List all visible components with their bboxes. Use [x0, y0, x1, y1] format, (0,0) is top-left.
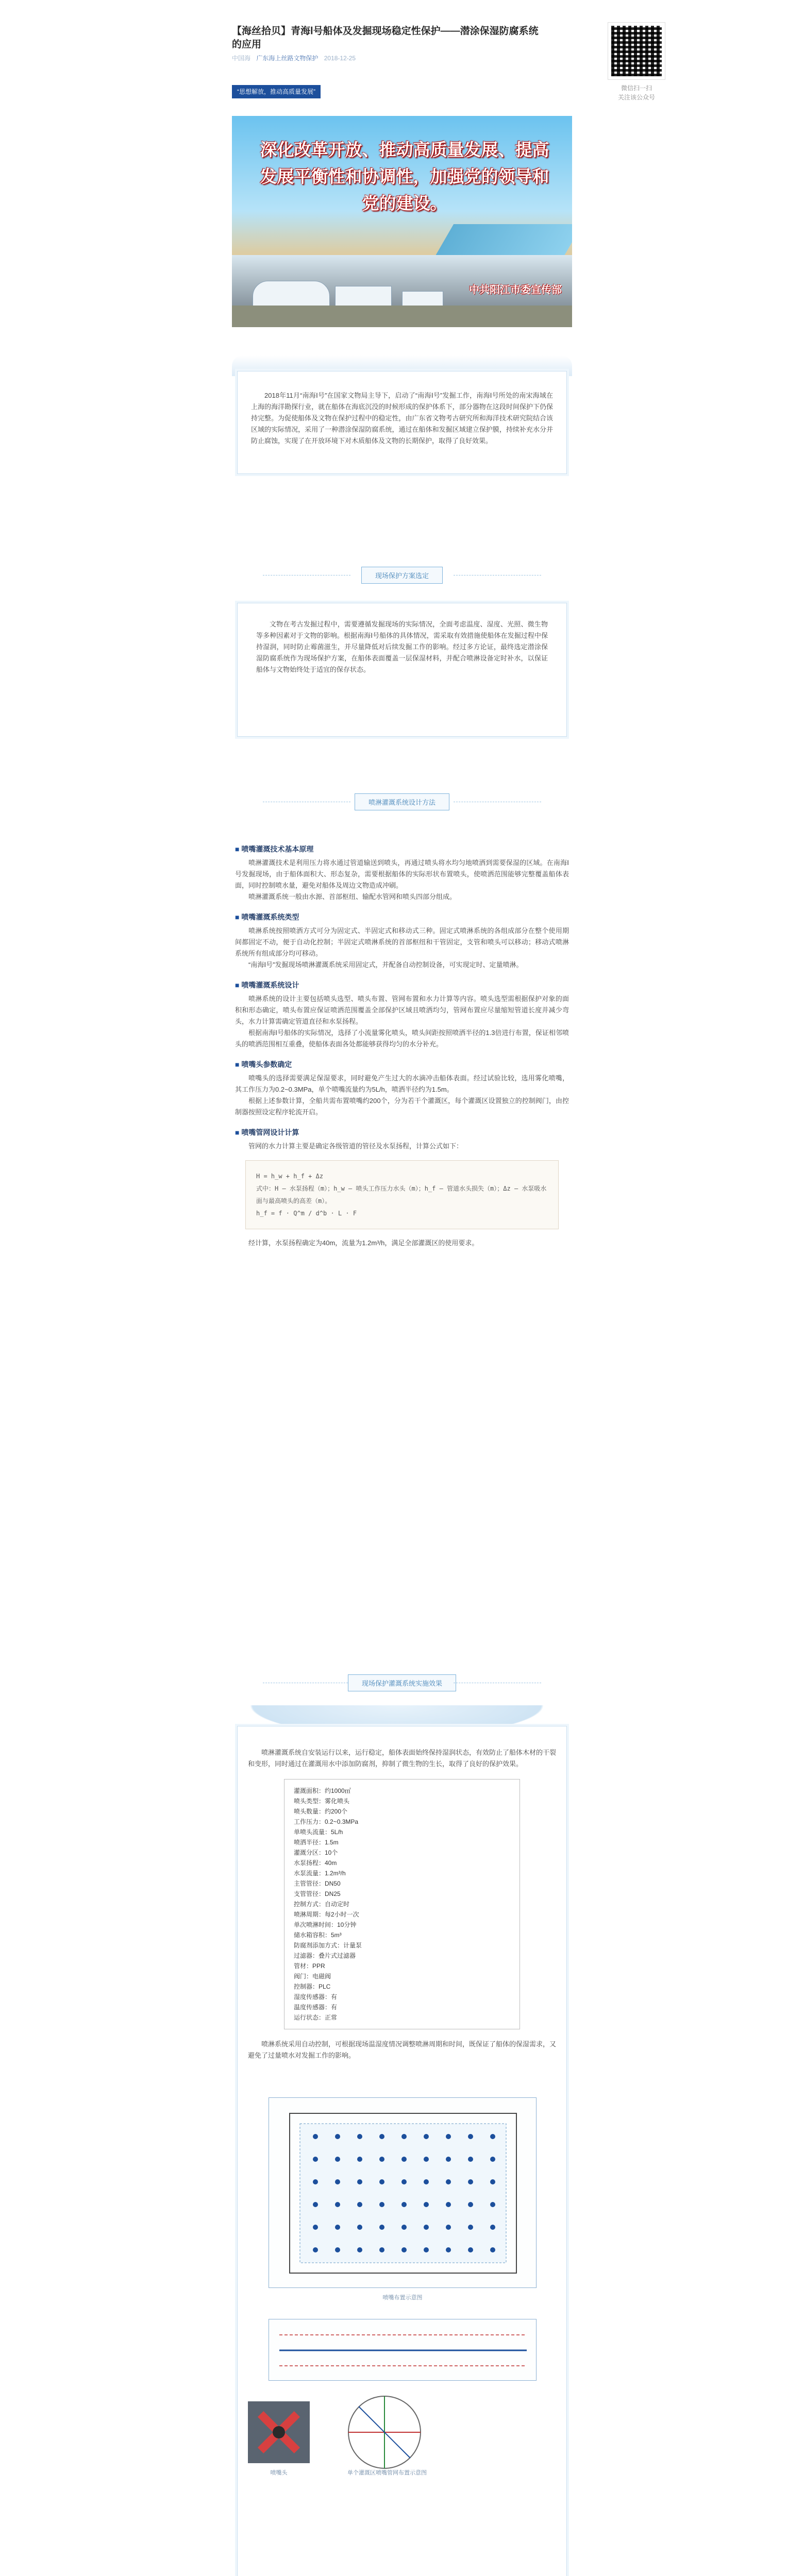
nozzle-marker: [313, 2134, 318, 2139]
parameter-item: 阀门：电磁阀: [294, 1973, 331, 1980]
parameter-item: 喷头数量：约200个: [294, 1808, 348, 1815]
nozzle-marker: [446, 2157, 451, 2162]
parameter-item: 喷头类型：雾化喷头: [294, 1798, 350, 1805]
nozzle-marker: [424, 2225, 429, 2230]
section-3-paragraph: 喷淋灌溉系统自安装运行以来，运行稳定，船体表面始终保持湿润状态，有效防止了船体木材的干裂和变形，同时通过在灌溉用水中添加防腐剂，抑制了微生物的生长，取得了良好的保护效果。: [248, 1749, 557, 1768]
nozzle-marker: [335, 2247, 340, 2252]
nozzle-marker: [335, 2134, 340, 2139]
article-meta: [232, 54, 360, 62]
parameter-list: [284, 1779, 520, 2029]
hero-poster: [232, 116, 572, 327]
parameter-item: 喷洒半径：1.5m: [294, 1839, 339, 1846]
caption-nozzle: 喷嘴头: [270, 2470, 288, 2476]
nozzle-marker: [401, 2179, 407, 2184]
nozzle-marker: [357, 2202, 362, 2207]
nozzle-marker: [379, 2225, 384, 2230]
section-2-heading-5: ■ 喷嘴管网设计计算: [235, 1127, 569, 1138]
section-3-paragraph-2: 喷淋系统采用自动控制，可根据现场温湿度情况调整喷淋周期和时间，既保证了船体的保湿需求，又避免了过量喷水对发掘工作的影响。: [248, 2040, 557, 2059]
nozzle-marker: [468, 2157, 473, 2162]
nozzle-marker: [490, 2179, 495, 2184]
section-2-p4: “南海Ⅰ号”发掘现场喷淋灌溉系统采用固定式，并配备自动控制设备，可实现定时、定量喷淋。: [248, 961, 523, 969]
parameter-item: 主管管径：DN50: [294, 1880, 341, 1887]
parameter-item: 储水箱容积：5m³: [294, 1931, 342, 1939]
article-date: 2018-12-25: [324, 55, 356, 62]
nozzle-marker: [424, 2179, 429, 2184]
nozzle-marker: [490, 2157, 495, 2162]
formula-box: [245, 1160, 559, 1229]
nozzle-marker: [379, 2247, 384, 2252]
nozzle-marker: [446, 2247, 451, 2252]
section-2-heading-1: ■ 喷嘴灌溉技术基本原理: [235, 844, 569, 854]
nozzle-marker: [490, 2202, 495, 2207]
nozzle-marker: [401, 2247, 407, 2252]
parameter-item: 控制方式：自动定时: [294, 1901, 350, 1908]
formula-1: H = h_w + h_f + Δz: [256, 1173, 324, 1180]
parameter-item: 防腐剂添加方式：计量泵: [294, 1942, 362, 1949]
nozzle-marker: [468, 2179, 473, 2184]
nozzle-marker: [446, 2202, 451, 2207]
section-2-p8: 根据上述参数计算，全船共需布置喷嘴约200个，分为若干个灌溉区，每个灌溉区设置独立的控制阀门，由控制器按照设定程序轮流开启。: [235, 1097, 569, 1116]
section-2-p3: 喷淋系统按照喷洒方式可分为固定式、半固定式和移动式三种。固定式喷淋系统的各组成部分在整个使用期间都固定不动，便于自动化控制；半固定式喷淋系统的首部枢纽和干管固定，支管和喷头可以移动；移动式喷淋系统所有组成部分均可移动。: [235, 927, 569, 957]
section-1-title: 现场保护方案选定: [361, 567, 443, 584]
section-2-heading-2: ■ 喷嘴灌溉系统类型: [235, 912, 569, 922]
article-source-link[interactable]: 广东海上丝路文物保护: [256, 55, 319, 62]
nozzle-marker: [379, 2202, 384, 2207]
parameter-item: 水泵扬程：40m: [294, 1859, 337, 1867]
nozzle-marker: [424, 2134, 429, 2139]
nozzle-marker: [357, 2179, 362, 2184]
qr-code-icon[interactable]: [608, 23, 665, 79]
section-3-card: [237, 1726, 567, 2576]
nozzle-marker: [490, 2247, 495, 2252]
nozzle-marker: [468, 2225, 473, 2230]
parameter-item: 单次喷淋时间：10分钟: [294, 1921, 357, 1928]
qr-follow-panel: [598, 15, 675, 118]
nozzle-marker: [379, 2179, 384, 2184]
nozzle-marker: [446, 2225, 451, 2230]
banner-tag: “思想解放，推动高质量发展”: [232, 85, 321, 98]
nozzle-marker: [357, 2134, 362, 2139]
spray-circle-diagram: [341, 2391, 428, 2473]
nozzle-marker: [313, 2247, 318, 2252]
nozzle-marker: [446, 2134, 451, 2139]
nozzle-marker: [424, 2247, 429, 2252]
nozzle-marker: [468, 2134, 473, 2139]
nozzle-marker: [401, 2202, 407, 2207]
section-2-p7: 喷嘴头的选择需要满足保湿要求，同时避免产生过大的水滴冲击船体表面。经过试验比较，选用雾化喷嘴，其工作压力为0.2~0.3MPa，单个喷嘴流量约为5L/h，喷洒半径约为1.5m。: [235, 1074, 569, 1093]
formula-2: 式中：H — 水泵扬程（m）；h_w — 喷头工作压力水头（m）；h_f — 管道水头损失（m）；Δz — 水泵吸水面与最高喷头的高差（m）。: [256, 1185, 547, 1205]
parameter-item: 管材：PPR: [294, 1962, 325, 1970]
section-3-title: 现场保护灌溉系统实施效果: [348, 1674, 456, 1691]
parameter-item: 单喷头流量：5L/h: [294, 1828, 343, 1836]
qr-caption-2: 关注该公众号: [617, 94, 655, 101]
nozzle-marker: [313, 2157, 318, 2162]
spray-circle-svg: [341, 2391, 428, 2473]
nozzle-marker: [401, 2157, 407, 2162]
intro-card: [237, 371, 567, 474]
nozzle-marker: [468, 2247, 473, 2252]
parameter-item: 支管管径：DN25: [294, 1890, 341, 1897]
hero-slogan: 深化改革开放、推动高质量发展、提高发展平衡性和协调性，加强党的领导和党的建设。: [260, 140, 549, 213]
nozzle-marker: [335, 2157, 340, 2162]
nozzle-marker: [313, 2179, 318, 2184]
nozzle-marker: [490, 2134, 495, 2139]
section-1-header: [232, 567, 572, 584]
pipe-network-strip: [269, 2319, 537, 2381]
hero-signature: 中共阳江市委宣传部: [469, 284, 562, 296]
nozzle-marker: [357, 2157, 362, 2162]
formula-3: h_f = f · Q^m / d^b · L · F: [256, 1210, 357, 1217]
parameter-item: 灌溉面积：约1000㎡: [294, 1787, 351, 1794]
nozzle-photo: [248, 2401, 310, 2463]
nozzle-marker: [335, 2225, 340, 2230]
parameter-item: 控制器：PLC: [294, 1983, 331, 1990]
nozzle-marker: [313, 2225, 318, 2230]
parameter-item: 温度传感器：有: [294, 2004, 338, 2011]
nozzle-marker: [335, 2202, 340, 2207]
section-2-p2: 喷淋灌溉系统一般由水源、首部枢纽、输配水管网和喷头四部分组成。: [248, 893, 457, 901]
nozzle-marker: [313, 2202, 318, 2207]
section-2-p5: 喷淋系统的设计主要包括喷头选型、喷头布置、管网布置和水力计算等内容。喷头选型需根据保护对象的面积和形态确定，喷头布置应保证喷洒范围覆盖全部保护区域且喷洒均匀，管网布置应尽量缩短管道长度并减少弯头，水力计算需确定管道直径和水泵扬程。: [235, 995, 569, 1025]
section-2-p10: 经计算，水泵扬程确定为40m，流量为1.2m³/h，满足全部灌溉区的使用要求。: [248, 1239, 479, 1247]
article-page: [232, 0, 655, 2576]
article-author: 中国海: [232, 55, 251, 62]
parameter-item: 湿度传感器：有: [294, 1993, 338, 2001]
nozzle-marker: [468, 2202, 473, 2207]
nozzle-marker: [379, 2134, 384, 2139]
parameter-item: 喷淋周期：每2小时一次: [294, 1911, 359, 1918]
section-2-title: 喷淋灌溉系统设计方法: [355, 793, 449, 810]
nozzle-marker: [401, 2134, 407, 2139]
parameter-item: 运行状态：正常: [294, 2014, 338, 2021]
article-title: 【海丝拾贝】青海Ⅰ号船体及发掘现场稳定性保护——潜涂保湿防腐系统的应用: [232, 26, 539, 50]
pipe-network-svg: [269, 2319, 537, 2381]
parameter-item: 工作压力：0.2~0.3MPa: [294, 1818, 359, 1825]
section-2-body: [232, 835, 572, 1669]
nozzle-marker: [424, 2157, 429, 2162]
nozzle-marker: [357, 2225, 362, 2230]
section-2-p6: 根据南海Ⅰ号船体的实际情况，选择了小流量雾化喷头，喷头间距按照喷洒半径的1.3倍进行布置，保证相邻喷头的喷洒范围相互重叠，使船体表面各处都能够获得均匀的水分补充。: [235, 1029, 569, 1048]
nozzle-marker: [424, 2202, 429, 2207]
nozzle-marker: [335, 2179, 340, 2184]
section-2-header: [232, 793, 572, 810]
nozzle-layout-diagram: [269, 2097, 537, 2288]
section-2-heading-3: ■ 喷嘴灌溉系统设计: [235, 980, 569, 990]
nozzle-marker: [446, 2179, 451, 2184]
caption-nozzle-layout: 喷嘴布置示意图: [382, 2295, 423, 2301]
section-2-heading-4: ■ 喷嘴头参数确定: [235, 1059, 569, 1070]
parameter-item: 灌溉分区：10个: [294, 1849, 338, 1856]
nozzle-marker: [357, 2247, 362, 2252]
nozzle-marker: [401, 2225, 407, 2230]
caption-pipe-network: 单个灌溉区喷嘴管网布置示意图: [347, 2470, 427, 2476]
nozzle-marker: [490, 2225, 495, 2230]
parameter-item: 水泵流量：1.2m³/h: [294, 1870, 346, 1877]
section-2-p9: 管网的水力计算主要是确定各级管道的管径及水泵扬程，计算公式如下：: [248, 1142, 463, 1150]
section-2-p1: 喷淋灌溉技术是利用压力将水通过管道输送到喷头，再通过喷头将水均匀地喷洒到需要保湿的区域。在南海Ⅰ号发掘现场，由于船体面积大、形态复杂，需要根据船体的实际形状布置喷头，使喷洒范围能够完整覆盖船体表面，同时控制喷水量，避免对船体及周边文物造成冲刷。: [235, 859, 569, 889]
section-3-header: [232, 1674, 572, 1691]
qr-caption-1: 微信扫一扫: [621, 84, 652, 92]
parameter-item: 过滤器：叠片式过滤器: [294, 1952, 356, 1959]
nozzle-marker: [379, 2157, 384, 2162]
nozzle-layout-svg: [269, 2098, 537, 2289]
nozzle-photo-svg: [248, 2401, 310, 2463]
section-1-card: [237, 603, 567, 737]
section-1-paragraph: 文物在考古发掘过程中，需要遵循发掘现场的实际情况，全面考虑温度、湿度、光照、微生物等多种因素对于文物的影响。根据南海Ⅰ号船体的具体情况，需采取有效措施使船体在发掘过程中保持湿润，同时防止霉菌滋生，并尽量降低对后续发掘工作的影响。经过多方论证，最终选定潜涂保湿防腐系统作为现场保护方案，在船体表面覆盖一层保湿材料，并配合喷淋设备定时补水，以保证船体与文物始终处于适宜的保存状态。: [256, 620, 548, 673]
intro-paragraph: 2018年11月“南海Ⅰ号”在国家文物局主导下，启动了“南海Ⅰ号”发掘工作，南海Ⅰ号所处的南宋海域在上海的海洋勘探行业，就在船体在海底沉没的时候形成的保护体系下，部分器物在这段时间保护下仍保持完整。为促使船体及文物在保护过程中的稳定性，由广东省文物考古研究所和海洋技术研究院结合该区域的实际情况，采用了一种潜涂保湿防腐系统，通过在船体和发掘区域建立保护膜，持续补充水分并防止腐蚀，实现了在开放环境下对木质船体及文物的长期保护，取得了良好效果。: [251, 392, 553, 445]
